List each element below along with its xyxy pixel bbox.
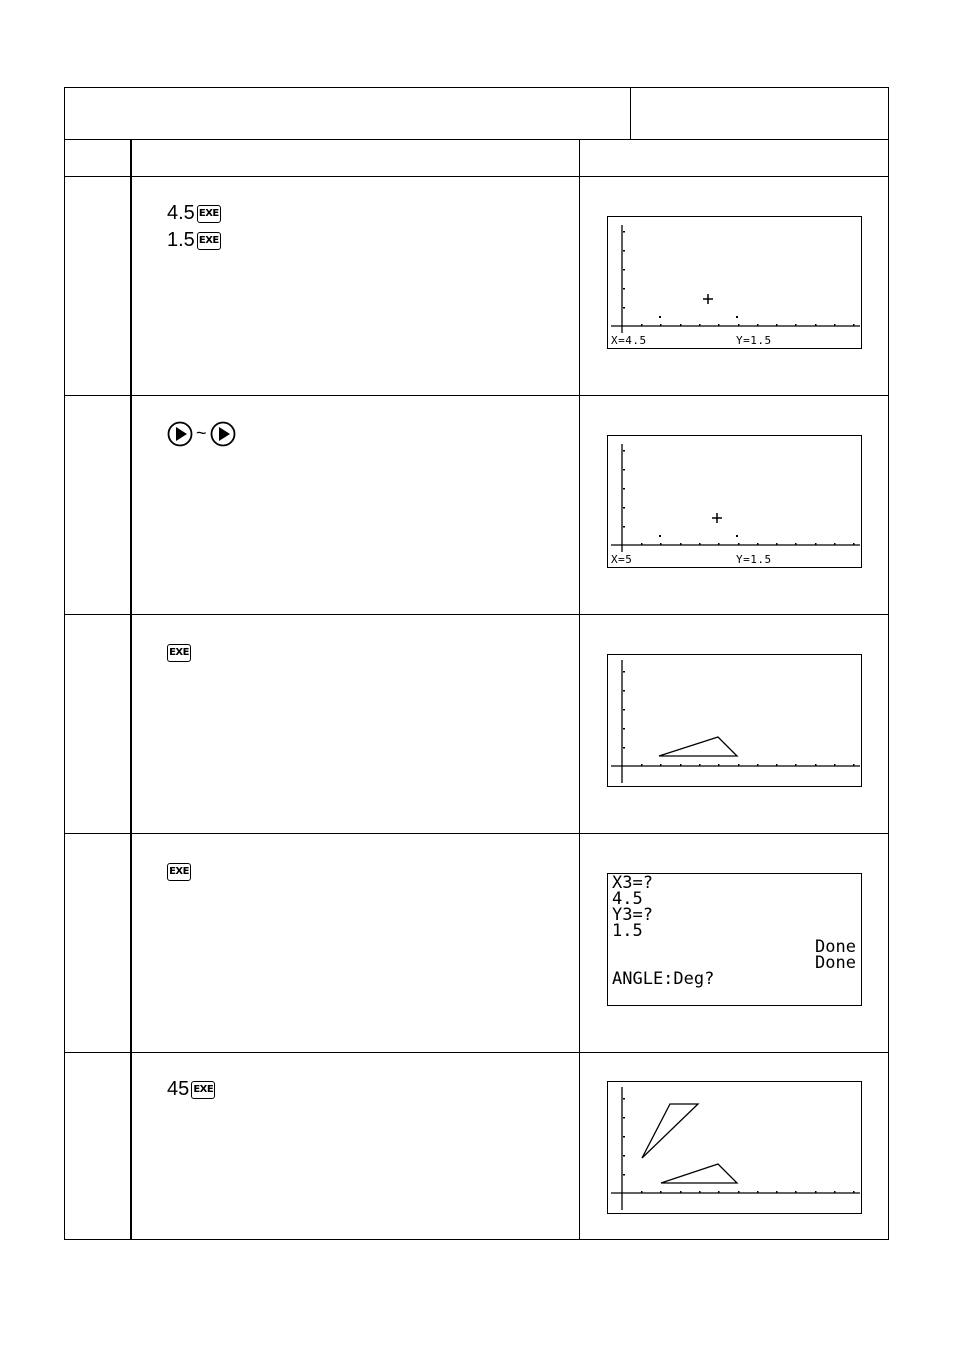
screen-line: 4.5	[612, 889, 643, 909]
x-tick	[738, 1191, 740, 1193]
x-tick	[641, 1191, 643, 1193]
column-header-divider	[65, 176, 888, 177]
x-tick	[699, 1191, 701, 1193]
x-tick	[834, 1191, 836, 1193]
x-tick	[718, 1191, 720, 1193]
y-tick	[623, 671, 625, 673]
x-tick	[660, 764, 662, 766]
y-tick	[623, 690, 625, 692]
x-tick	[757, 1191, 759, 1193]
y-tick	[623, 469, 625, 471]
key-sequence	[167, 200, 221, 254]
x-tick	[834, 324, 836, 326]
x-tick	[738, 764, 740, 766]
x-tick	[834, 543, 836, 545]
right-arrow-icon	[210, 421, 236, 447]
x-tick	[853, 1191, 855, 1193]
triangle-shape	[661, 1164, 737, 1183]
header-divider	[65, 139, 888, 140]
row-divider	[65, 833, 888, 834]
y-tick	[623, 526, 625, 528]
y-tick	[623, 450, 625, 452]
key-sequence	[167, 639, 191, 666]
x-tick	[680, 543, 682, 545]
title-divider	[630, 88, 631, 139]
range-separator: ~	[196, 423, 207, 443]
x-tick	[660, 324, 662, 326]
x-tick	[757, 543, 759, 545]
row-divider	[65, 1052, 888, 1053]
x-readout: X=4.5	[611, 334, 647, 347]
calculator-screen	[607, 216, 862, 349]
y-tick	[623, 1098, 625, 1100]
x-tick	[641, 543, 643, 545]
cursor-plus-icon	[712, 513, 722, 523]
x-tick	[699, 764, 701, 766]
graph-plot	[608, 217, 863, 350]
x-tick	[776, 764, 778, 766]
graph-plot	[608, 1082, 863, 1215]
cursor-plus-icon	[703, 294, 713, 304]
x-tick	[699, 324, 701, 326]
right-arrow-icon	[167, 421, 193, 447]
y-tick	[623, 747, 625, 749]
x-tick	[680, 764, 682, 766]
key-sequence	[167, 1076, 215, 1103]
graph-plot	[608, 655, 863, 788]
x-tick	[776, 1191, 778, 1193]
x-tick	[834, 764, 836, 766]
x-tick	[815, 764, 817, 766]
x-tick	[853, 764, 855, 766]
x-tick	[757, 324, 759, 326]
calculator-screen	[607, 1081, 862, 1214]
x-tick	[718, 764, 720, 766]
x-tick	[795, 1191, 797, 1193]
row-divider	[65, 395, 888, 396]
rotated-triangle-shape	[642, 1104, 698, 1158]
triangle-shape	[659, 737, 737, 756]
y-tick	[623, 488, 625, 490]
x-readout: X=5	[611, 553, 633, 566]
calculator-screen	[607, 873, 862, 1006]
y-tick	[623, 507, 625, 509]
x-tick	[776, 324, 778, 326]
input-value: 1.5	[167, 229, 195, 251]
y-readout: Y=1.5	[736, 553, 772, 566]
y-tick	[623, 307, 625, 309]
x-tick	[853, 324, 855, 326]
x-tick	[680, 1191, 682, 1193]
step-column-divider	[130, 139, 132, 1239]
input-value: 4.5	[167, 202, 195, 224]
y-tick	[623, 269, 625, 271]
done-text: Done	[815, 937, 856, 957]
x-tick	[795, 764, 797, 766]
y-tick	[623, 1174, 625, 1176]
x-tick	[641, 324, 643, 326]
y-tick	[623, 1136, 625, 1138]
x-tick	[738, 543, 740, 545]
y-tick	[623, 288, 625, 290]
key-sequence	[167, 858, 191, 885]
input-value: 45	[167, 1078, 190, 1100]
exe-key-icon: EXE	[167, 863, 191, 881]
x-tick	[680, 324, 682, 326]
key-sequence	[167, 420, 236, 447]
x-tick	[641, 764, 643, 766]
y-readout: Y=1.5	[736, 334, 772, 347]
x-tick	[718, 324, 720, 326]
row-divider	[65, 614, 888, 615]
screen-line: X3=?	[612, 873, 653, 893]
angle-prompt: ANGLE:Deg?	[612, 969, 715, 989]
y-tick	[623, 728, 625, 730]
screen-line: Y3=?	[612, 905, 653, 925]
display-column-divider	[579, 139, 580, 1239]
exe-key-icon: EXE	[191, 1081, 215, 1099]
x-tick	[660, 543, 662, 545]
x-tick	[853, 543, 855, 545]
done-text: Done	[815, 953, 856, 973]
exe-key-icon: EXE	[167, 644, 191, 662]
x-tick	[660, 1191, 662, 1193]
x-tick	[757, 764, 759, 766]
exe-key-icon: EXE	[197, 232, 221, 250]
x-tick	[718, 543, 720, 545]
x-tick	[815, 1191, 817, 1193]
procedure-table	[64, 87, 889, 1240]
graph-plot	[608, 436, 863, 569]
x-tick	[815, 543, 817, 545]
calculator-screen	[607, 654, 862, 787]
x-tick	[795, 324, 797, 326]
y-tick	[623, 1155, 625, 1157]
x-tick	[738, 324, 740, 326]
y-tick	[623, 231, 625, 233]
screen-line: 1.5	[612, 921, 643, 941]
x-tick	[776, 543, 778, 545]
exe-key-icon: EXE	[197, 205, 221, 223]
x-tick	[815, 324, 817, 326]
y-tick	[623, 250, 625, 252]
x-tick	[699, 543, 701, 545]
x-tick	[795, 543, 797, 545]
y-tick	[623, 709, 625, 711]
y-tick	[623, 1117, 625, 1119]
calculator-screen	[607, 435, 862, 568]
